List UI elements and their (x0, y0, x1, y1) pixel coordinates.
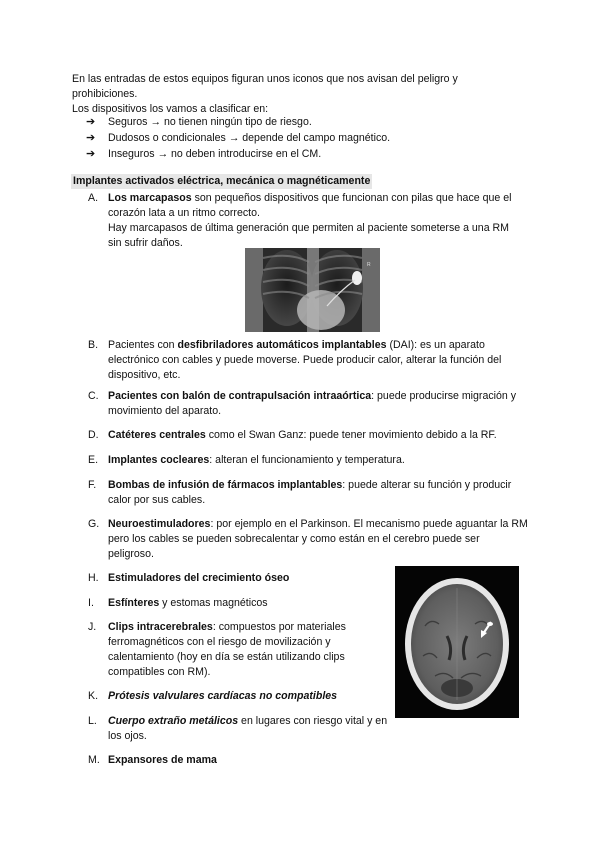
list-item-h (88, 571, 378, 586)
item-description: : compuestos por materiales ferromagnéticos con el riesgo de movilización y calentamiento (hoy en día se están utilizando clips compatibles con RM). (108, 621, 346, 678)
item-marker: F. (88, 479, 97, 491)
item-text (108, 620, 378, 680)
item-term: Estimuladores del crecimiento óseo (108, 572, 290, 584)
item-term: Los marcapasos (108, 192, 192, 204)
item-text (108, 714, 388, 744)
list-item (86, 114, 506, 130)
list-item-j (88, 620, 378, 680)
item-description: (DAI): es un aparato electrónico con cables y puede moverse. Puede producir calor, alterar la función del dispositivo, etc. (108, 339, 502, 381)
item-text (108, 428, 528, 443)
intro-paragraph (72, 72, 532, 117)
list-item-m (88, 753, 388, 768)
section-heading: Implantes activados eléctrica, mecánica o magnéticamente (73, 175, 371, 187)
item-term: Prótesis valvulares cardíacas no compatibles (108, 690, 338, 702)
svg-text:R: R (367, 262, 371, 268)
item-text (108, 517, 528, 562)
item-text (108, 389, 518, 419)
item-term: Expansores de mama (108, 754, 217, 766)
item-marker: H. (88, 572, 99, 584)
arrow-icon: ➔ (86, 132, 96, 144)
chest-xray-image (245, 248, 380, 332)
item-description: : alteran el funcionamiento y temperatura. (209, 454, 405, 466)
item-description: en lugares con riesgo vital y en los ojos. (108, 715, 388, 742)
list-item-i (88, 596, 378, 611)
list-item (86, 130, 506, 146)
intro-line-1: En las entradas de estos equipos figuran unos iconos que nos avisan del peligro y (72, 73, 458, 85)
item-term: Esfínteres (108, 597, 160, 609)
item-marker: E. (88, 454, 99, 466)
item-text (108, 571, 378, 586)
item-marker: C. (88, 390, 99, 402)
item-description: son pequeños dispositivos que funcionan con pilas que hace que el corazón lata a un ritmo correcto. (108, 192, 512, 219)
item-term: Catéteres centrales (108, 429, 206, 441)
item-text (108, 596, 378, 611)
item-term: Implantes cocleares (108, 454, 210, 466)
item-marker: J. (88, 621, 97, 633)
list-item-text: Inseguros → no deben introducirse en el CM. (108, 148, 322, 160)
item-text (108, 453, 528, 468)
item-marker: K. (88, 690, 99, 702)
list-item-g (88, 517, 528, 562)
intro-line-2: prohibiciones. (72, 88, 138, 100)
list-item-e (88, 453, 528, 468)
item-text (108, 689, 388, 704)
item-text (108, 478, 518, 508)
item-marker: G. (88, 518, 100, 530)
arrow-icon: ➔ (86, 116, 96, 128)
item-description: y estomas magnéticos (159, 597, 268, 609)
list-item-f (88, 478, 518, 508)
list-item-b (88, 338, 528, 383)
item-description: : puede producirse migración y movimiento del aparato. (108, 390, 517, 417)
item-term: Cuerpo extraño metálicos (108, 715, 239, 727)
list-item-text: Seguros → no tienen ningún tipo de riesgo. (108, 116, 312, 128)
item-marker: L. (88, 715, 97, 727)
item-term: desfibriladores automáticos implantables (177, 339, 387, 351)
list-item-d (88, 428, 528, 443)
item-marker: D. (88, 429, 99, 441)
item-term: Clips intracerebrales (108, 621, 213, 633)
item-marker: A. (88, 192, 99, 204)
item-marker: B. (88, 339, 99, 351)
item-text (108, 338, 528, 383)
list-item-l (88, 714, 388, 744)
item-text (108, 191, 518, 251)
arrow-icon: ➔ (86, 148, 96, 160)
classification-list (86, 114, 506, 162)
item-text (108, 753, 388, 768)
item-prefix: Pacientes con (108, 339, 178, 351)
list-item-k (88, 689, 388, 704)
intro-line-3: Los dispositivos los vamos a clasificar en: (72, 103, 269, 115)
list-item (86, 146, 506, 162)
list-item-a (88, 191, 518, 251)
item-description: como el Swan Ganz: puede tener movimiento debido a la RF. (205, 429, 497, 441)
list-item-c (88, 389, 518, 419)
item-description-2: Hay marcapasos de última generación que permiten al paciente someterse a una RM sin sufrir daños. (108, 222, 510, 249)
item-term: Neuroestimuladores (108, 518, 211, 530)
item-description: : por ejemplo en el Parkinson. El mecanismo puede aguantar la RM pero los cables se pueden sobrecalentar y como están en el cerebro puede ser peligroso. (108, 518, 528, 560)
item-description: : puede alterar su función y producir calor por sus cables. (108, 479, 512, 506)
item-marker: I. (88, 597, 94, 609)
brain-ct-image (395, 566, 519, 718)
item-term: Pacientes con balón de contrapulsación intraaórtica (108, 390, 372, 402)
item-marker: M. (88, 754, 100, 766)
item-term: Bombas de infusión de fármacos implantables (108, 479, 343, 491)
list-item-text: Dudosos o condicionales → depende del campo magnético. (108, 132, 391, 144)
